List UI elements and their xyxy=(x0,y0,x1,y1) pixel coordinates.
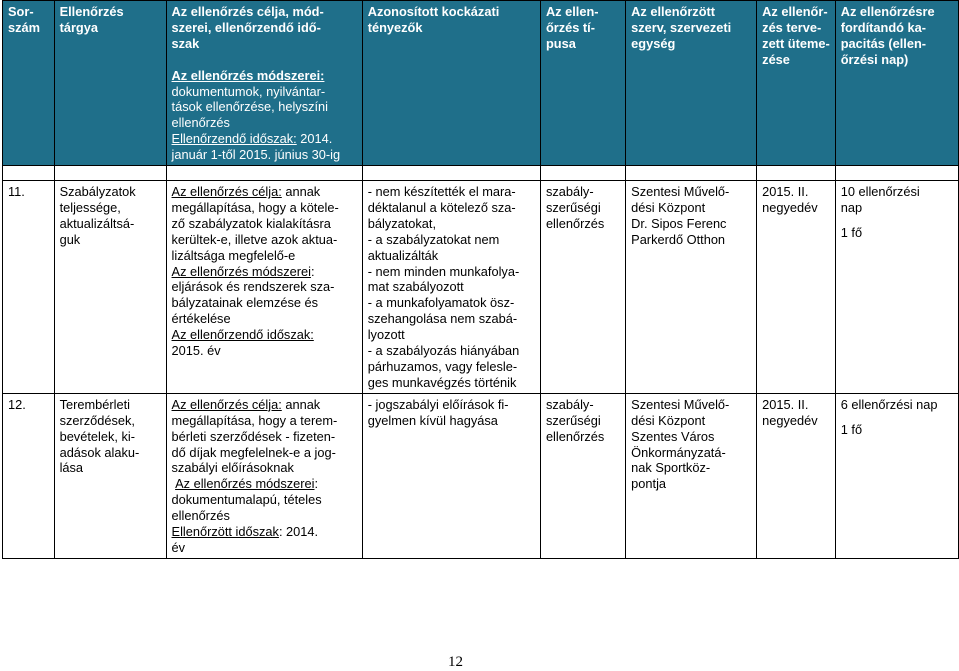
row-szerv: Szentesi Művelő- dési Központ Dr. Sipos Ferenc Parkerdő Otthon xyxy=(626,181,757,394)
row-utemezes: 2015. II. negyedév xyxy=(757,393,836,558)
header-szerv: Az ellenőrzött szerv, szervezeti egység xyxy=(626,1,757,166)
spacer-row xyxy=(3,166,959,181)
row-sorszam: 12. xyxy=(3,393,55,558)
idoszak-label: Az ellenőrzendő időszak: xyxy=(171,327,314,343)
row-kapacitas: 6 ellenőrzési nap 1 fő xyxy=(835,393,958,558)
modszer-label: Az ellenőrzés módszerei xyxy=(175,476,315,492)
header-modszer-label: Az ellenőrzés módszerei: xyxy=(171,67,325,83)
row-targy: Szabályzatok teljessége, aktualizáltsá- guk xyxy=(54,181,166,394)
row-cel: Az ellenőrzés célja: annak megállapítása, hogy a kötele- ző szabályzatok kialakításra kerültek-e, illetve azok aktua- lizáltsága megfelelő-e Az ellenőrzés módszerei: eljárások és rendszerek sza- bályzatainak elemzése és értékelése Az ellenőrzendő időszak: 2015. év xyxy=(166,181,362,394)
header-utemezes: Az ellenőr- zés terve- zett üteme- zése xyxy=(757,1,836,166)
modszer-label: Az ellenőrzés módszerei xyxy=(171,263,311,279)
header-targy: Ellenőrzés tárgya xyxy=(54,1,166,166)
idoszak-label: Ellenőrzött időszak xyxy=(171,524,279,540)
row-kockazat: - jogszabályi előírások fi- gyelmen kívül hagyása xyxy=(362,393,540,558)
row-kapacitas: 10 ellenőrzési nap 1 fő xyxy=(835,181,958,394)
cel-label: Az ellenőrzés célja: xyxy=(171,396,282,412)
audit-plan-table xyxy=(2,0,959,559)
row-utemezes: 2015. II. negyedév xyxy=(757,181,836,394)
header-kockazat: Azonosított kockázati tényezők xyxy=(362,1,540,166)
table-row xyxy=(3,181,959,394)
cel-label: Az ellenőrzés célja: xyxy=(171,184,282,200)
header-cel: Az ellenőrzés célja, mód- szerei, ellenőrzendő idő- szak Az ellenőrzés módszerei: dokumentumok, nyilvántar- tások ellenőrzése, helyszíni ellenőrzés Ellenőrzendő időszak: 2014. január 1-től 2015. június 30-ig xyxy=(166,1,362,166)
page-number: 12 xyxy=(448,654,463,670)
row-tipus: szabály- szerűségi ellenőrzés xyxy=(540,181,625,394)
header-tipus: Az ellen- őrzés tí- pusa xyxy=(540,1,625,166)
row-sorszam: 11. xyxy=(3,181,55,394)
header-kapacitas: Az ellenőrzésre fordítandó ka- pacitás (ellen- őrzési nap) xyxy=(835,1,958,166)
row-szerv: Szentesi Művelő- dési Központ Szentes Város Önkormányzatá- nak Sportköz- pontja xyxy=(626,393,757,558)
table-row xyxy=(3,393,959,558)
header-idoszak-label: Ellenőrzendő időszak: xyxy=(171,131,297,147)
header-row xyxy=(3,1,959,166)
header-sorszam: Sor- szám xyxy=(3,1,55,166)
row-tipus: szabály- szerűségi ellenőrzés xyxy=(540,393,625,558)
row-kockazat: - nem készítették el mara- déktalanul a kötelező sza- bályzatokat, - a szabályzatokat nem aktualizálták - nem minden munkafolya- mat szabályozott - a munkafolyamatok ösz- szehangolása nem szabá- lyozott - a szabályozás hiányában párhuzamos, vagy felesle- ges munkavégzés történik xyxy=(362,181,540,394)
row-targy: Terembérleti szerződések, bevételek, ki- adások alaku- lása xyxy=(54,393,166,558)
row-cel: Az ellenőrzés célja: annak megállapítása, hogy a terem- bérleti szerződések - fizeten- dő díjak megfelelnek-e a jog- szabályi előírásoknak Az ellenőrzés módszerei: dokumentumalapú, tételes ellenőrzés Ellenőrzött időszak: 2014. év xyxy=(166,393,362,558)
